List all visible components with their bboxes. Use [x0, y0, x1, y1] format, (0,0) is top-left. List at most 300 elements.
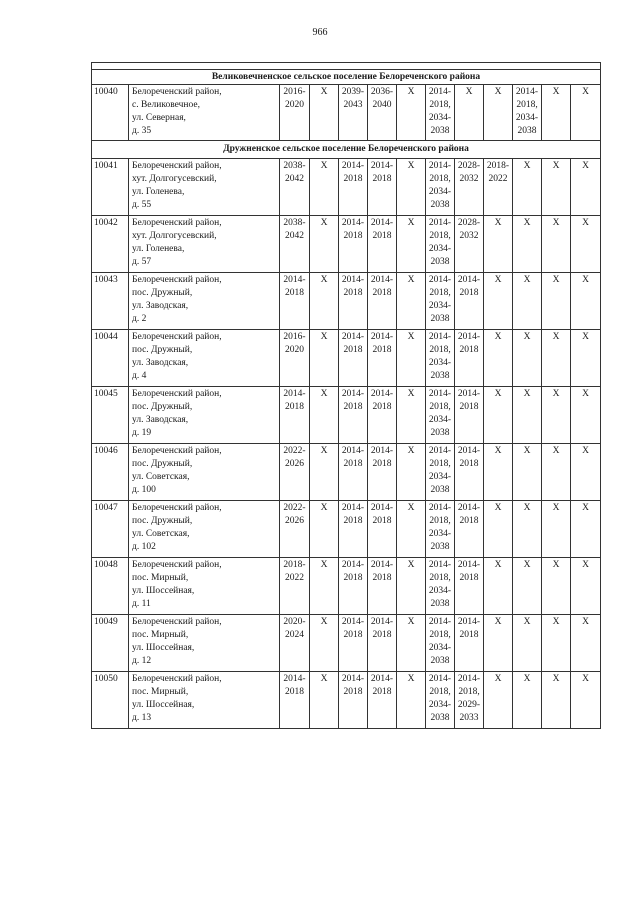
period-cell: [310, 216, 339, 273]
period-line: X: [523, 275, 531, 285]
period-line: 2016-: [283, 332, 306, 342]
period-cell: [310, 558, 339, 615]
period-line: X: [582, 560, 589, 570]
period-line: 2038: [430, 257, 450, 267]
period-cell: [484, 330, 513, 387]
object-id-cell: 10049: [92, 615, 129, 672]
period-cell: [426, 387, 455, 444]
period-line: 2020: [285, 345, 304, 355]
period-line: 2018: [343, 345, 363, 355]
period-line: 2018: [343, 516, 363, 526]
period-cell: [397, 672, 426, 729]
period-line: 2018,: [429, 231, 451, 241]
table-row: [92, 273, 601, 330]
address-line: д. 13: [132, 713, 152, 723]
period-line: X: [582, 218, 589, 228]
period-line: X: [494, 503, 502, 513]
period-line: X: [552, 332, 560, 342]
period-line: X: [320, 617, 328, 627]
period-cell: [513, 273, 542, 330]
period-line: 2018,: [429, 174, 451, 184]
period-line: 2038: [430, 713, 450, 723]
address-line: д. 55: [132, 200, 152, 210]
period-line: X: [320, 503, 328, 513]
table-row: [92, 615, 601, 672]
period-line: 2014-: [370, 503, 394, 513]
period-line: 2014-: [370, 161, 394, 171]
period-cell: [484, 273, 513, 330]
period-line: 2018: [343, 402, 363, 412]
address-line: хут. Долгогусевский,: [132, 231, 217, 241]
period-cell: [339, 387, 368, 444]
period-line: 2014-: [341, 446, 365, 456]
period-line: X: [523, 674, 531, 684]
period-line: 2018: [372, 573, 392, 583]
address-line: д. 4: [132, 371, 147, 381]
period-cell: [397, 558, 426, 615]
period-line: 2038: [430, 656, 450, 666]
period-cell: [426, 330, 455, 387]
address-line: Белореченский район,: [132, 503, 222, 513]
period-cell: [339, 85, 368, 141]
period-cell: [455, 273, 484, 330]
period-line: X: [552, 560, 560, 570]
period-line: X: [494, 389, 502, 399]
period-line: X: [552, 389, 560, 399]
period-line: 2014-: [428, 218, 452, 228]
period-line: 2016-: [283, 87, 306, 97]
period-cell: [280, 85, 310, 141]
period-line: X: [407, 389, 415, 399]
period-line: 2043: [343, 100, 363, 110]
period-line: 2018: [372, 402, 392, 412]
period-line: 2034-: [428, 586, 452, 596]
period-line: 2014-: [341, 503, 365, 513]
period-line: 2014-: [370, 332, 394, 342]
period-line: 2014-: [457, 503, 481, 513]
period-line: 2018: [372, 288, 392, 298]
period-cell: [368, 85, 397, 141]
period-cell: [280, 558, 310, 615]
period-cell: [397, 615, 426, 672]
period-cell: [310, 501, 339, 558]
period-line: 2018: [372, 630, 392, 640]
period-line: X: [582, 275, 589, 285]
period-cell: [571, 444, 601, 501]
period-line: 2034-: [428, 700, 452, 710]
period-line: 2014-: [428, 161, 452, 171]
object-id-cell: 10042: [92, 216, 129, 273]
address-line: пос. Мирный,: [132, 573, 189, 583]
period-cell: [310, 387, 339, 444]
period-cell: [484, 558, 513, 615]
period-line: X: [407, 674, 415, 684]
address-line: Белореченский район,: [132, 332, 222, 342]
address-line: ул. Шоссейная,: [132, 586, 195, 596]
period-cell: [484, 501, 513, 558]
period-cell: [368, 444, 397, 501]
address-line: пос. Дружный,: [132, 345, 193, 355]
period-cell: [280, 387, 310, 444]
period-line: 2018-: [486, 161, 510, 171]
period-cell: [513, 444, 542, 501]
period-cell: [368, 672, 397, 729]
period-line: 2034-: [428, 415, 452, 425]
address-line: ул. Шоссейная,: [132, 700, 195, 710]
address-line: д. 100: [132, 485, 156, 495]
period-cell: [310, 85, 339, 141]
period-line: 2014-: [457, 617, 481, 627]
address-cell: [129, 672, 280, 729]
period-line: 2028-: [457, 218, 481, 228]
address-cell: [129, 615, 280, 672]
period-line: 2014-: [341, 275, 365, 285]
period-cell: [397, 216, 426, 273]
period-line: 2018: [343, 630, 363, 640]
period-cell: [339, 216, 368, 273]
period-line: X: [552, 275, 560, 285]
period-line: 2018,: [429, 516, 451, 526]
period-line: 2018,: [429, 345, 451, 355]
period-line: 2020: [285, 100, 304, 110]
period-cell: [280, 216, 310, 273]
period-cell: [513, 387, 542, 444]
period-cell: [455, 501, 484, 558]
period-line: 2014-: [341, 161, 365, 171]
period-line: X: [320, 560, 328, 570]
period-line: 2018,: [429, 573, 451, 583]
period-line: X: [320, 87, 328, 97]
period-cell: [455, 444, 484, 501]
period-line: 2038: [430, 371, 450, 381]
period-cell: [571, 615, 601, 672]
period-cell: [542, 330, 571, 387]
period-cell: [484, 159, 513, 216]
period-line: X: [582, 332, 589, 342]
period-cell: [339, 159, 368, 216]
period-line: 2042: [285, 231, 304, 241]
period-line: X: [494, 560, 502, 570]
period-line: 2028-: [457, 161, 481, 171]
period-line: X: [552, 446, 560, 456]
period-line: 2018: [372, 459, 392, 469]
period-line: 2036-: [370, 87, 394, 97]
period-line: X: [523, 332, 531, 342]
object-id-cell: 10048: [92, 558, 129, 615]
table-row: [92, 216, 601, 273]
period-line: X: [523, 218, 531, 228]
period-cell: [455, 216, 484, 273]
period-line: 2014-: [428, 617, 452, 627]
period-line: X: [582, 389, 589, 399]
period-line: 2014-: [428, 389, 452, 399]
period-line: X: [407, 161, 415, 171]
period-line: X: [582, 161, 589, 171]
period-line: 2038: [430, 428, 450, 438]
period-line: 2038: [430, 314, 450, 324]
period-cell: [513, 85, 542, 141]
period-line: X: [552, 161, 560, 171]
period-cell: [542, 444, 571, 501]
period-line: 2034-: [428, 113, 452, 123]
period-line: X: [523, 161, 531, 171]
period-line: 2018: [372, 516, 392, 526]
period-line: 2014-: [428, 503, 452, 513]
address-line: д. 102: [132, 542, 156, 552]
period-cell: [426, 501, 455, 558]
period-cell: [397, 501, 426, 558]
table-body: [92, 63, 601, 729]
period-cell: [339, 330, 368, 387]
period-cell: [310, 330, 339, 387]
period-line: 2038: [430, 542, 450, 552]
period-cell: [339, 615, 368, 672]
period-cell: [484, 216, 513, 273]
period-line: 2014-: [370, 389, 394, 399]
period-line: 2018: [285, 687, 304, 697]
period-cell: [339, 444, 368, 501]
period-line: 2034-: [428, 187, 452, 197]
period-line: X: [494, 218, 502, 228]
period-cell: [397, 444, 426, 501]
period-line: 2018: [372, 687, 392, 697]
period-cell: [310, 273, 339, 330]
period-line: X: [320, 389, 328, 399]
address-cell: [129, 159, 280, 216]
period-line: 2018: [343, 573, 363, 583]
table-row: [92, 85, 601, 141]
period-line: 2014-: [341, 674, 365, 684]
period-cell: [542, 159, 571, 216]
period-cell: [339, 273, 368, 330]
period-line: X: [582, 87, 589, 97]
period-line: 2014-: [457, 332, 481, 342]
period-line: 2014-: [370, 275, 394, 285]
period-cell: [368, 216, 397, 273]
period-cell: [368, 387, 397, 444]
period-cell: [542, 672, 571, 729]
period-cell: [310, 615, 339, 672]
period-cell: [484, 387, 513, 444]
address-cell: [129, 501, 280, 558]
table-row: [92, 387, 601, 444]
period-cell: [513, 216, 542, 273]
period-cell: [368, 159, 397, 216]
period-line: 2014-: [428, 87, 452, 97]
period-cell: [484, 444, 513, 501]
object-id-cell: 10045: [92, 387, 129, 444]
period-cell: [397, 387, 426, 444]
period-line: 2018: [459, 345, 479, 355]
section-title: Великовечненское сельское поселение Белореченского района: [92, 70, 601, 85]
period-cell: [339, 672, 368, 729]
period-line: 2034-: [428, 643, 452, 653]
period-cell: [310, 444, 339, 501]
address-cell: [129, 387, 280, 444]
period-cell: [513, 672, 542, 729]
period-line: X: [494, 332, 502, 342]
period-cell: [571, 216, 601, 273]
period-line: 2018: [343, 231, 363, 241]
period-cell: [542, 85, 571, 141]
period-line: X: [552, 87, 560, 97]
address-cell: [129, 216, 280, 273]
period-cell: [513, 615, 542, 672]
period-cell: [542, 216, 571, 273]
period-cell: [571, 85, 601, 141]
period-line: X: [523, 617, 531, 627]
period-line: X: [465, 87, 473, 97]
address-line: д. 2: [132, 314, 147, 324]
address-line: д. 12: [132, 656, 152, 666]
period-line: 2014-: [428, 332, 452, 342]
period-cell: [280, 501, 310, 558]
period-line: 2018: [459, 288, 479, 298]
address-line: Белореченский район,: [132, 674, 222, 684]
period-line: 2018,: [458, 687, 480, 697]
section-header-row: [92, 70, 601, 85]
address-line: д. 19: [132, 428, 152, 438]
period-line: X: [320, 218, 328, 228]
address-line: Белореченский район,: [132, 446, 222, 456]
period-line: 2018,: [429, 687, 451, 697]
table-row: [92, 444, 601, 501]
period-line: 2018: [343, 174, 363, 184]
period-cell: [513, 558, 542, 615]
period-line: X: [552, 503, 560, 513]
period-line: 2018: [459, 402, 479, 412]
address-line: Белореченский район,: [132, 87, 222, 97]
period-line: X: [407, 503, 415, 513]
address-line: пос. Дружный,: [132, 516, 193, 526]
period-cell: [513, 501, 542, 558]
period-line: 2018,: [429, 630, 451, 640]
address-line: Белореченский район,: [132, 161, 222, 171]
period-cell: [455, 159, 484, 216]
period-line: 2018: [343, 288, 363, 298]
period-line: 2018: [459, 516, 479, 526]
period-line: 2014-: [428, 674, 452, 684]
address-line: пос. Мирный,: [132, 630, 189, 640]
period-cell: [426, 273, 455, 330]
period-line: 2014-: [457, 446, 481, 456]
period-line: X: [523, 560, 531, 570]
period-line: X: [552, 617, 560, 627]
address-cell: [129, 444, 280, 501]
period-cell: [280, 444, 310, 501]
address-cell: [129, 273, 280, 330]
period-line: X: [407, 560, 415, 570]
period-line: 2033: [459, 713, 479, 723]
period-cell: [368, 558, 397, 615]
period-line: 2018: [459, 630, 479, 640]
period-line: X: [552, 218, 560, 228]
period-cell: [455, 330, 484, 387]
address-line: ул. Советская,: [132, 472, 190, 482]
period-cell: [280, 672, 310, 729]
address-line: ул. Шоссейная,: [132, 643, 195, 653]
period-line: X: [582, 674, 589, 684]
period-line: 2034-: [428, 358, 452, 368]
period-line: X: [494, 87, 502, 97]
page-number: 966: [312, 27, 328, 38]
address-line: ул. Голенева,: [132, 244, 185, 254]
table-row: [92, 330, 601, 387]
address-line: с. Великовечное,: [132, 100, 200, 110]
period-line: X: [407, 275, 415, 285]
period-line: X: [320, 275, 328, 285]
period-cell: [571, 672, 601, 729]
object-id-cell: 10047: [92, 501, 129, 558]
period-cell: [310, 159, 339, 216]
period-line: X: [523, 446, 531, 456]
address-line: Белореченский район,: [132, 560, 222, 570]
period-line: 2014-: [457, 389, 481, 399]
period-line: 2018: [285, 402, 304, 412]
object-id-cell: 10044: [92, 330, 129, 387]
period-line: 2022: [285, 573, 304, 583]
period-line: X: [494, 446, 502, 456]
address-line: ул. Северная,: [132, 113, 186, 123]
period-cell: [397, 159, 426, 216]
address-line: пос. Мирный,: [132, 687, 189, 697]
period-line: 2039-: [341, 87, 365, 97]
period-line: 2014-: [341, 218, 365, 228]
period-line: X: [407, 617, 415, 627]
address-line: ул. Советская,: [132, 529, 190, 539]
period-cell: [368, 501, 397, 558]
address-line: ул. Голенева,: [132, 187, 185, 197]
period-cell: [542, 615, 571, 672]
section-header-row: [92, 141, 601, 159]
period-line: X: [320, 161, 328, 171]
period-line: X: [523, 389, 531, 399]
period-cell: [571, 159, 601, 216]
period-line: X: [494, 275, 502, 285]
address-cell: [129, 85, 280, 141]
period-line: 2032: [459, 231, 479, 241]
period-line: 2029-: [457, 700, 481, 710]
period-line: 2014-: [457, 674, 481, 684]
address-line: пос. Дружный,: [132, 402, 193, 412]
period-line: X: [494, 617, 502, 627]
period-line: X: [552, 674, 560, 684]
period-line: 2022-: [283, 446, 306, 456]
period-cell: [513, 159, 542, 216]
table-row: [92, 672, 601, 729]
period-line: 2018-: [283, 560, 306, 570]
period-cell: [397, 330, 426, 387]
address-line: д. 35: [132, 126, 152, 136]
period-line: 2038: [430, 200, 450, 210]
period-cell: [339, 501, 368, 558]
period-line: 2040: [372, 100, 392, 110]
address-line: ул. Заводская,: [132, 415, 189, 425]
period-cell: [571, 387, 601, 444]
period-line: 2024: [285, 630, 304, 640]
period-line: 2014-: [283, 275, 306, 285]
period-line: 2034-: [428, 301, 452, 311]
object-id-cell: 10041: [92, 159, 129, 216]
period-line: 2018: [343, 687, 363, 697]
period-line: 2014-: [341, 389, 365, 399]
period-line: 2018: [372, 231, 392, 241]
period-line: 2014-: [457, 275, 481, 285]
period-line: 2014-: [341, 332, 365, 342]
period-line: 2018: [459, 459, 479, 469]
period-line: 2014-: [341, 560, 365, 570]
period-cell: [542, 273, 571, 330]
